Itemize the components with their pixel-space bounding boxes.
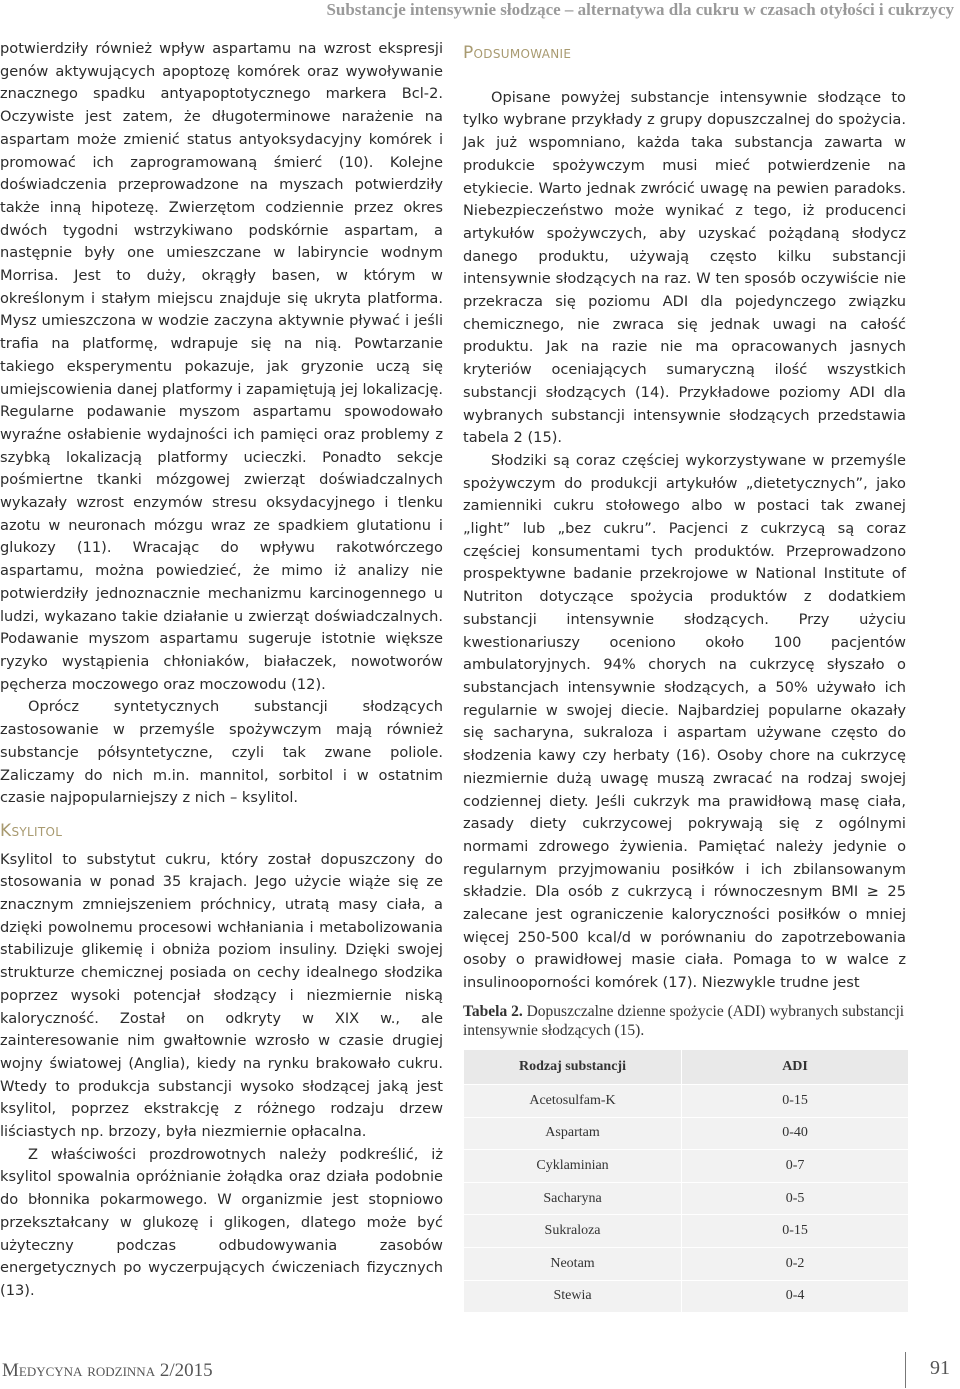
left-paragraph-1: potwierdziły również wpływ aspartamu na wzrost ekspresji genów aktywujących apoptozę komórek oraz wywoływanie znacznego spadku antyapoptotycznego markera Bcl-2. Oczywiste jest zatem, że długoterminowe narażenie na aspartam może zmienić status antyoksydacyjny komórek i promować ich zaprogramowaną śmierć (10). Kolejne doświadczenia przeprowadzone na myszach potwierdziły także inną hipotezę. Zwierzętom codziennie przez okres dwóch tygodni wstrzykiwano podskórnie aspartam, a następnie były one umieszczane w labiryncie wodnym Morrisa. Jest to duży, okrągły basen, w którym w określonym i stałym miejscu znajduje się ukryta platforma. Mysz umieszczona w wodzie zaczyna aktywnie pływać i jeśli trafia na platformę, wdrapuje się na nią. Powtarzanie takiego eksperymentu pokazuje, jak gryzonie uczą się umiejscowienia danej platformy i zapamiętują jej lokalizację. Regularne podawanie myszom aspartamu spowodowało wyraźne osłabienie wydajności ich pamięci oraz problemy z szybką lokalizacją platformy ucieczki. Ponadto sekcje pośmiertne tkanki mózgowej zwierząt doświadczalnych wykazały wzrost enzymów stresu oksydacyjnego i tlenku azotu w neuronach mózgu wraz ze spadkiem glutationu i glukozy (11). Wracając do wpływu rakotwórczego aspartamu, można powiedzieć, że mimo iż analizy nie potwierdziły jednoznacznie mechanizmu karcinogennego u ludzi, wykazano takie działanie u zwierząt doświadczalnych. Podawanie myszom aspartamu sugeruje istotnie większe ryzyko wystąpienia chłoniaków, białaczek, nowotworów pęcherza moczowego oraz moczowodu (12). [0,40,443,693]
section-heading-ksylitol: Ksylitol [0,820,63,841]
left-paragraph-4: Z właściwości prozdrowotnych należy podkreślić, iż ksylitol spowalnia opróżnianie żołądka oraz działa podobnie do błonnika pokarmowego. W organizmie jest stopniowo przekształcany w glukozę i glikogen, dlatego może być użyteczny podczas odbudowywania zasobów energetycznych po wyczerpujących ćwiczeniach fizycznych (13). [0,1145,443,1299]
table-header-row [464,1050,908,1085]
table-row [464,1247,908,1280]
table-cell-adi: 0-2 [682,1247,908,1280]
table-cell-substance: Sacharyna [464,1182,682,1215]
table-caption [463,1002,908,1040]
table-cell-adi: 0-4 [682,1280,908,1313]
section-heading-summary: Podsumowanie [463,43,572,63]
footer-divider [905,1352,906,1388]
table-caption-label: Tabela 2. [463,1003,523,1020]
running-title: Substancje intensywnie słodzące – alternatywa dla cukru w czasach otyłości i cukrzycy [326,0,954,19]
table-row [464,1085,908,1118]
table-row [464,1280,908,1313]
table-cell-adi: 0-15 [682,1215,908,1248]
table-cell-adi: 0-5 [682,1182,908,1215]
right-column [463,38,906,995]
left-paragraph-2: Oprócz syntetycznych substancji słodzących zastosowanie w przemyśle spożywczym mają również substancje półsyntetyczne, czyli tak zwane poliole. Zaliczamy do nich m.in. mannitol, sorbitol i w ostatnim czasie najpopularniejszy z nich – ksylitol. [0,698,443,807]
table-header-adi: ADI [682,1050,908,1085]
table-cell-adi: 0-40 [682,1117,908,1150]
table-row [464,1215,908,1248]
table-caption-text: Dopuszczalne dzienne spożycie (ADI) wybranych substancji intensywnie słodzących (15). [463,1003,905,1039]
right-paragraph-2: Słodziki są coraz częściej wykorzystywane w przemyśle spożywczym do produkcji artykułów „dietetycznych”, jako zamienniki cukru stołowego albo w postaci tak zwanej „light” lub „bez cukru”. Pacjenci z cukrzycą są coraz częściej konsumentami tych produktów. Przeprowadzono prospektywne badanie przekrojowe w National Institute of Nutriton dotyczące spożycia produktów z dodatkiem substancji intensywnie słodzących. Przy użyciu kwestionariuszy oceniono około 100 pacjentów ambulatoryjnych. 94% chorych na cukrzycę słyszało o substancjach intensywnie słodzących, a 50% używało ich regularnie w swojej diecie. Najbardziej popularne okazały się sacharyna, sukraloza i aspartam używane często do słodzenia kawy czy herbaty (16). Osoby chore na cukrzycę niezmiernie dużą uwagę muszą zwracać na rodzaj swojej codziennej diety. Jeśli cukrzyk ma prawidłową masę ciała, zasady diety cukrzycowej pokrywają się z ogólnymi normami zdrowego żywienia. Pamiętać należy jedynie o regularnym przyjmowaniu posiłków i ich zbilansowanym składzie. Dla osób z cukrzycą i równoczesnym BMI ≥ 25 zalecane jest ograniczenie kaloryczności posiłków o mniej więcej 250-500 kcal/d w porównaniu do zapotrzebowania osoby o prawidłowej masie ciała. Pomaga to w walce z insulinooporności komórek (17). Niezwykle trudne jest [463,451,906,992]
table-cell-substance: Aspartam [464,1117,682,1150]
table-row [464,1150,908,1183]
right-paragraph-1: Opisane powyżej substancje intensywnie słodzące to tylko wybrane przykłady z grupy dopuszczalnej do spożycia. Jak już wspomniano, każda taka substancja zawarta w produkcie spożywczym musi mieć potwierdzenie na etykiecie. Warto jednak zwrócić uwagę na pewien paradoks. Niebezpieczeństwo może wynikać z tego, iż producenci artykułów spożywczych, aby uzyskać pożądaną słodycz danego produktu, używają często kilku substancji intensywnie słodzących na raz. W ten sposób oczywiście nie przekracza się poziomu ADI dla pojedynczego związku chemicznego, nie zwraca się jednak uwagi na całość produktu. Jak na razie nie ma opracowanych jasnych kryteriów oceniających sumaryczną ilość wszystkich substancji słodzących (14). Przykładowe poziomy ADI dla wybranych substancji intensywnie słodzących przedstawia tabela 2 (15). [463,88,906,447]
table-cell-substance: Cyklaminian [464,1150,682,1183]
table-row [464,1117,908,1150]
page-number: 91 [930,1357,950,1379]
journal-name: Medycyna rodzinna 2/2015 [2,1360,213,1381]
adi-table [464,1050,908,1313]
left-column [0,38,443,1303]
table-cell-substance: Neotam [464,1247,682,1280]
table-header-substance: Rodzaj substancji [464,1050,682,1085]
table-cell-substance: Acetosulfam-K [464,1085,682,1118]
table-cell-substance: Stewia [464,1280,682,1313]
table-cell-adi: 0-7 [682,1150,908,1183]
left-paragraph-3: Ksylitol to substytut cukru, który został dopuszczony do stosowania w ponad 35 krajach. Jego użycie wiąże się ze znacznym zmniejszeniem próchnicy, utratą masy ciała, a dzięki powolnemu procesowi wchłaniania i metabolizowania stabilizuje glikemię i obniża poziom insuliny. Dzięki swojej strukturze chemicznej posiada on cechy idealnego słodzika poprzez wysoki potencjał słodzący i niezmiernie niską kaloryczność. Został on odkryty w XIX w., ale zainteresowanie nim gwałtownie wzrosło w czasie drugiej wojny światowej (Anglia), kiedy na rynku brakowało cukru. Wtedy to produkcja substancji wysoko słodzącej jaką jest ksylitol, poprzez ekstrakcję z różnego rodzaju drzew liściastych np. brzozy, była niezmiernie opłacalna. [0,850,443,1141]
table-row [464,1182,908,1215]
table-cell-substance: Sukraloza [464,1215,682,1248]
table-cell-adi: 0-15 [682,1085,908,1118]
